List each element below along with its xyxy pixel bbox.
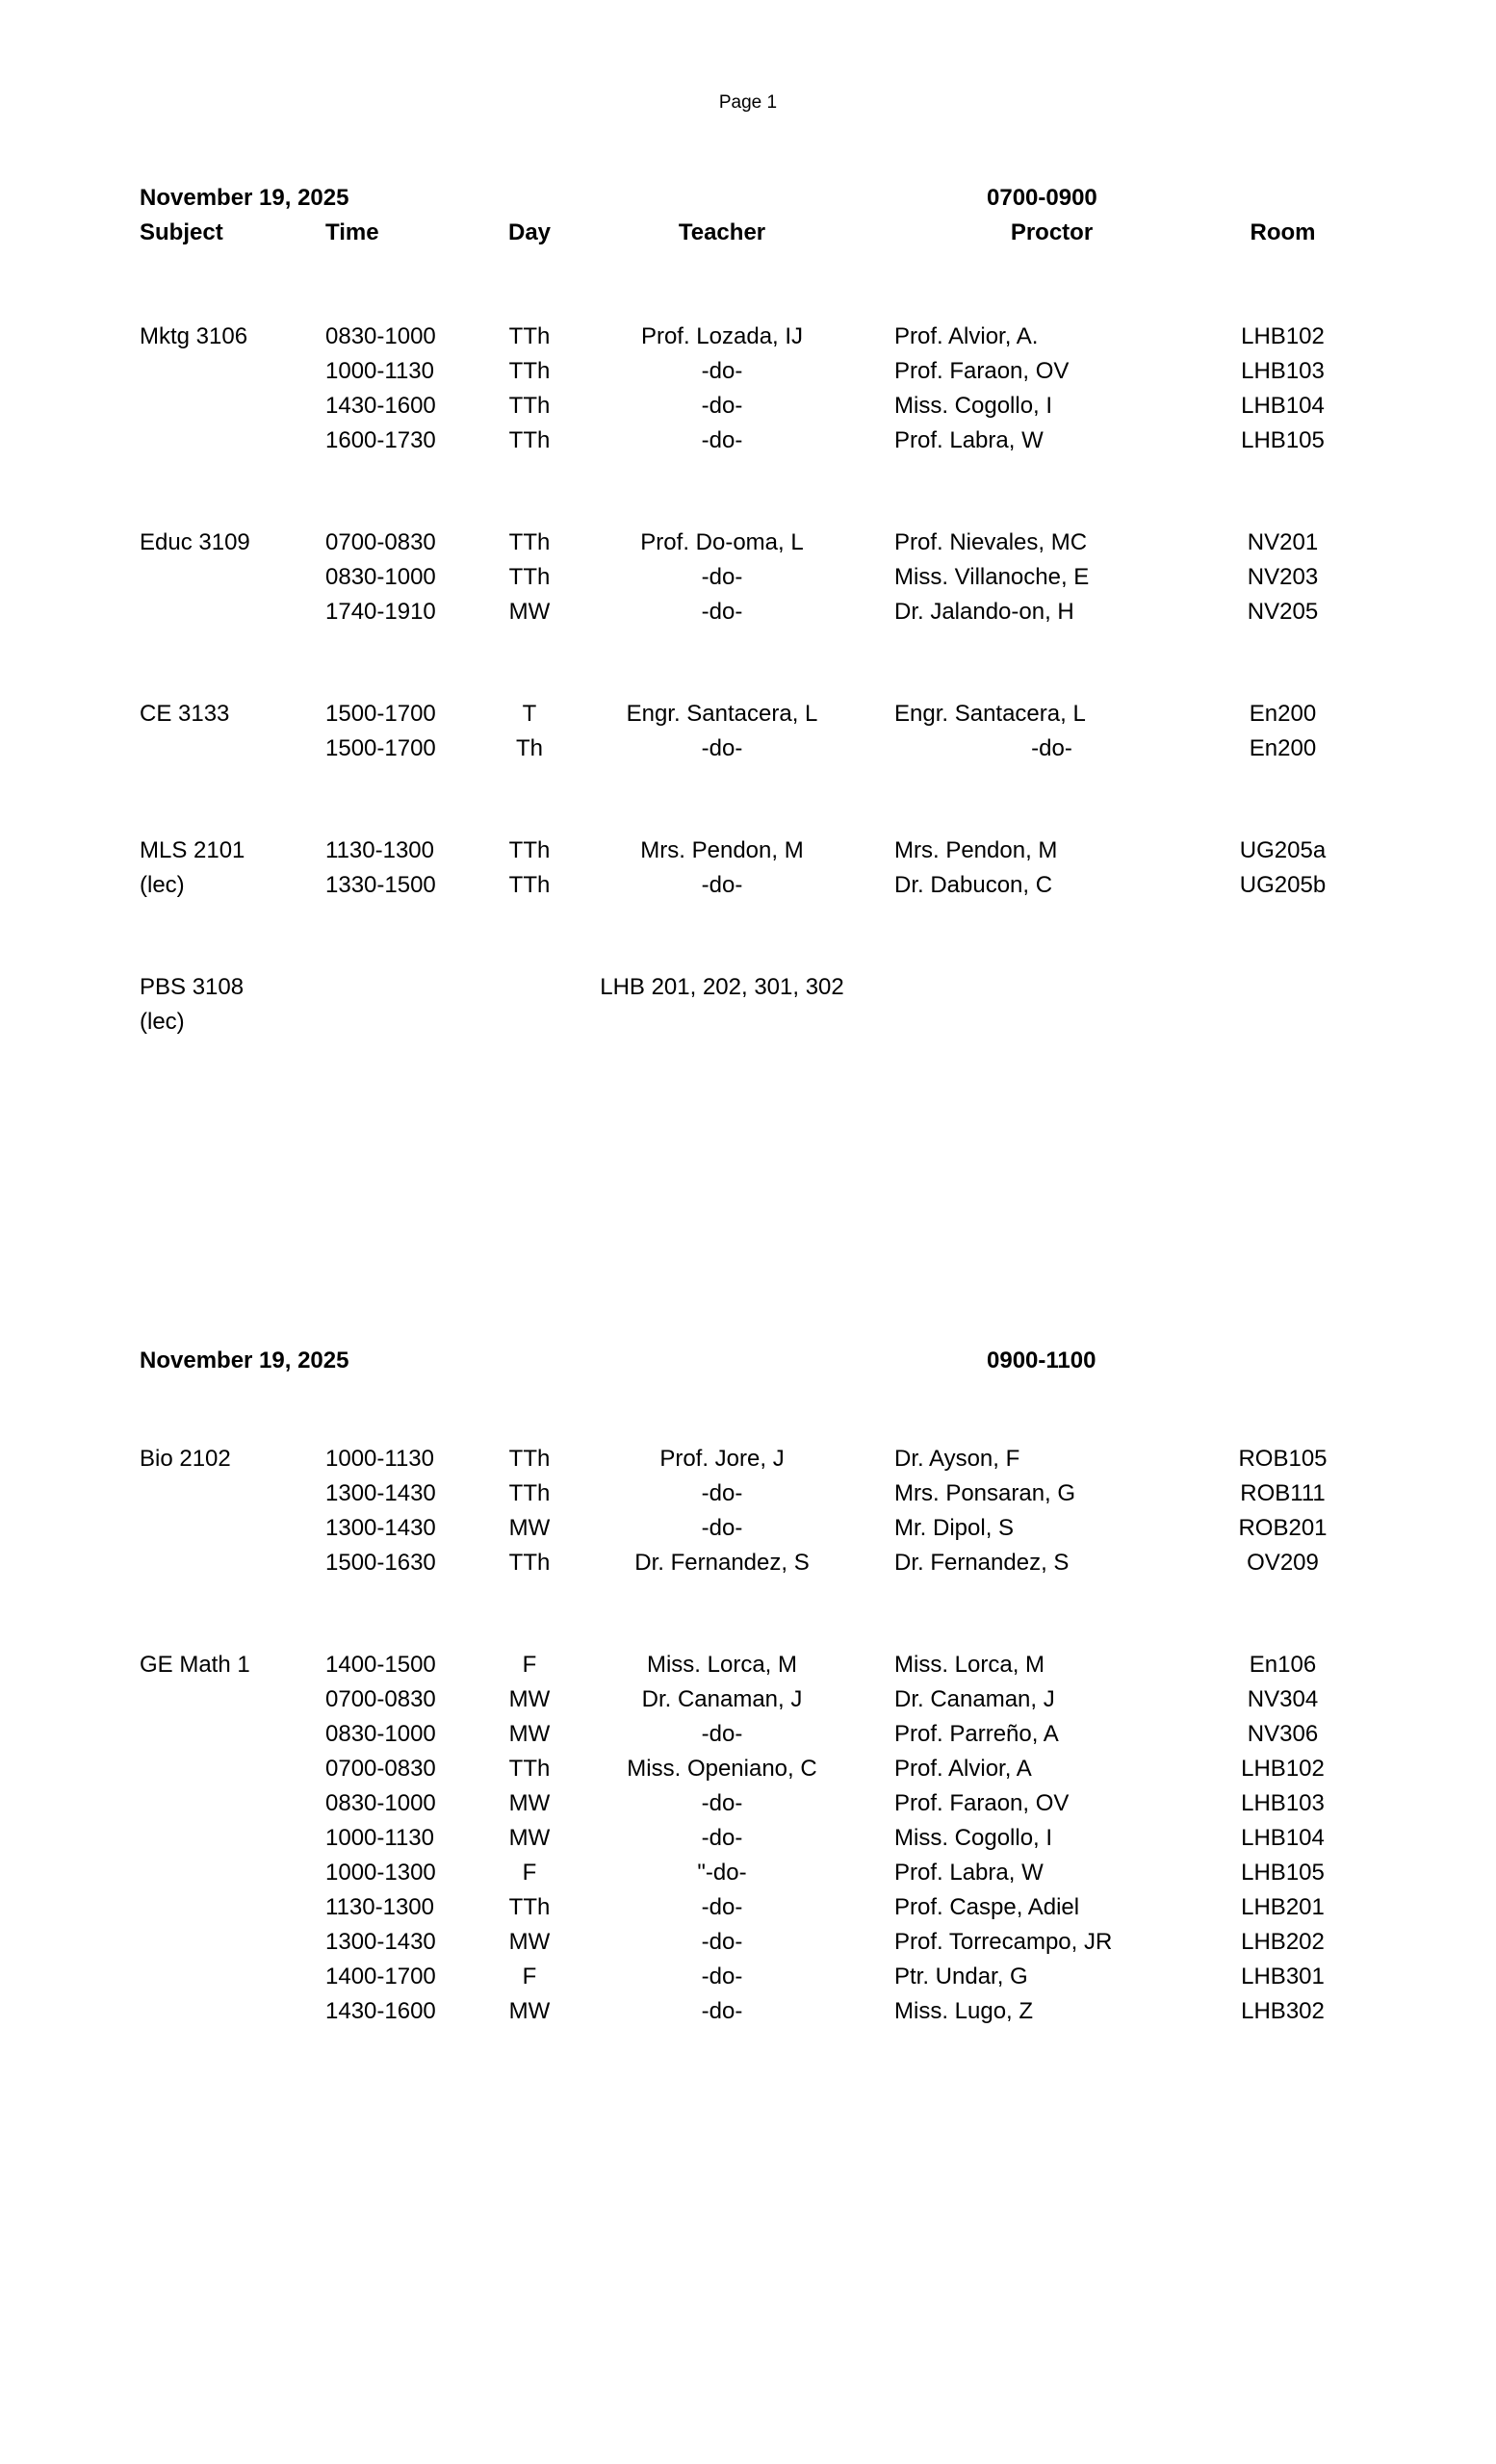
cell-room: LHB302 [1241,1998,1325,2024]
schedule-row [140,1476,1372,1511]
cell-teacher: -do- [701,1825,743,1851]
cell-time: 1500-1700 [325,701,436,727]
cell-room: En200 [1249,735,1317,761]
cell-teacher: -do- [701,1790,743,1816]
section-groups [140,1442,1372,2029]
course-group-table [140,1442,1372,1580]
section-date: November 19, 2025 [140,185,349,211]
cell-time: 1000-1300 [325,1860,436,1886]
cell-proctor: Prof. Parreño, A [894,1721,1059,1747]
cell-room: OV209 [1247,1550,1319,1576]
cell-subject [140,1682,322,1717]
cell-day: TTh [508,837,551,863]
schedule-row [140,424,1372,458]
cell-day: MW [508,599,551,625]
schedule-row [140,1994,1372,2029]
cell-proctor: Prof. Labra, W [894,1860,1044,1886]
cell-time [322,970,457,1005]
cell-time: 1400-1500 [325,1652,436,1678]
cell-proctor [871,1005,1194,1040]
cell-proctor: Prof. Faraon, OV [894,1790,1070,1816]
cell-day: TTh [508,358,551,384]
section-groups [140,320,1372,1040]
cell-proctor: Prof. Caspe, Adiel [894,1894,1080,1920]
cell-day: T [522,701,537,727]
cell-teacher: -do- [701,599,743,625]
schedule-row [140,1717,1372,1752]
cell-room: En106 [1249,1652,1317,1678]
column-header-day: Day [507,219,552,245]
cell-room: ROB105 [1238,1446,1328,1472]
schedule-row [140,1546,1372,1580]
cell-day: TTh [508,564,551,590]
cell-teacher: -do- [701,1998,743,2024]
schedule-row [140,1890,1372,1925]
cell-room: LHB105 [1241,427,1325,453]
page-number: Page 1 [718,92,778,113]
cell-room: NV203 [1247,564,1319,590]
column-header-teacher: Teacher [678,219,766,245]
cell-teacher: Prof. Lozada, IJ [640,323,804,349]
cell-day: TTh [508,1480,551,1506]
cell-proctor: Mr. Dipol, S [894,1515,1015,1541]
cell-subject: CE 3133 [140,701,230,727]
column-header-row [140,216,1372,250]
schedule-row [140,697,1372,732]
cell-teacher: -do- [701,1515,743,1541]
cell-day: MW [508,1825,551,1851]
schedule-row [140,320,1372,354]
cell-room: UG205b [1239,872,1327,898]
cell-time: 1000-1130 [325,358,434,384]
cell-room: ROB201 [1238,1515,1328,1541]
cell-subject [140,1717,322,1752]
cell-proctor: Prof. Alvior, A [894,1756,1032,1782]
cell-subject: MLS 2101 [140,837,245,863]
section-date: November 19, 2025 [140,1348,349,1373]
cell-teacher: "-do- [697,1860,747,1886]
course-group-table [140,320,1372,458]
cell-subject [140,1856,322,1890]
schedule-row [140,389,1372,424]
cell-time: 0700-0830 [325,529,436,555]
column-header-table [140,216,1372,250]
cell-room: LHB103 [1241,1790,1325,1816]
cell-subject [140,1821,322,1856]
cell-teacher: -do- [701,1480,743,1506]
column-header-subject: Subject [140,219,223,245]
cell-teacher: -do- [701,564,743,590]
cell-teacher: Dr. Canaman, J [641,1686,803,1712]
cell-subject: Bio 2102 [140,1446,231,1472]
cell-teacher: Miss. Lorca, M [646,1652,798,1678]
cell-time: 1500-1700 [325,735,436,761]
cell-subject: Educ 3109 [140,529,250,555]
section-time-slot: 0900-1100 [987,1348,1096,1373]
cell-subject [140,560,322,595]
cell-time [322,1005,457,1040]
cell-time: 1400-1700 [325,1964,436,1989]
cell-teacher [573,1005,871,1040]
cell-proctor: Miss. Cogollo, I [894,393,1053,419]
column-header-room: Room [1250,219,1316,245]
cell-subject [140,732,322,766]
schedule-section [140,181,1372,1040]
cell-time: 1330-1500 [325,872,436,898]
schedule-row [140,1752,1372,1786]
cell-subject [140,1546,322,1580]
cell-room: LHB104 [1241,1825,1325,1851]
cell-teacher: -do- [701,393,743,419]
cell-room [1194,1005,1372,1040]
cell-proctor: Dr. Fernandez, S [894,1550,1070,1576]
cell-subject [140,424,322,458]
cell-subject [140,1960,322,1994]
cell-room: LHB104 [1241,393,1325,419]
cell-time: 1130-1300 [325,837,434,863]
cell-proctor: Mrs. Ponsaran, G [894,1480,1076,1506]
cell-day: MW [508,1998,551,2024]
cell-room: LHB102 [1241,323,1325,349]
section-time-slot: 0700-0900 [987,185,1097,211]
schedule-row [140,1442,1372,1476]
cell-teacher: -do- [701,1894,743,1920]
schedule-row [140,354,1372,389]
cell-subject: (lec) [140,1009,185,1035]
schedule-row [140,868,1372,903]
cell-room: LHB102 [1241,1756,1325,1782]
cell-time: 1000-1130 [325,1446,434,1472]
schedule-row [140,1960,1372,1994]
cell-room: NV304 [1247,1686,1319,1712]
cell-subject [140,1752,322,1786]
cell-day: TTh [508,872,551,898]
cell-proctor: Dr. Canaman, J [894,1686,1055,1712]
cell-teacher: -do- [701,427,743,453]
schedule-row [140,1821,1372,1856]
cell-day: MW [508,1721,551,1747]
cell-room: NV205 [1247,599,1319,625]
cell-teacher: Miss. Openiano, C [627,1756,817,1782]
course-group-table [140,970,1372,1040]
cell-proctor: Mrs. Pendon, M [894,837,1058,863]
cell-room: LHB105 [1241,1860,1325,1886]
cell-time: 1130-1300 [325,1894,434,1920]
cell-teacher: -do- [701,1964,743,1989]
cell-time: 1000-1130 [325,1825,434,1851]
cell-teacher: Prof. Do-oma, L [640,529,804,555]
cell-subject [140,595,322,629]
cell-day: TTh [508,1894,551,1920]
schedule-row [140,834,1372,868]
cell-time: 1300-1430 [325,1480,436,1506]
cell-proctor: Dr. Dabucon, C [894,872,1053,898]
cell-subject [140,1476,322,1511]
cell-proctor: Miss. Villanoche, E [894,564,1090,590]
page-content [140,181,1372,2029]
cell-proctor: Miss. Lugo, Z [894,1998,1034,2024]
cell-day: F [522,1860,537,1886]
schedule-row [140,970,1372,1005]
course-group-table [140,1648,1372,2029]
cell-subject: PBS 3108 [140,974,245,1000]
schedule-row [140,560,1372,595]
cell-room: UG205a [1239,837,1327,863]
schedule-row [140,1856,1372,1890]
cell-teacher: -do- [701,735,743,761]
cell-day: TTh [508,529,551,555]
cell-room: En200 [1249,701,1317,727]
cell-day [457,1005,573,1040]
cell-proctor: -do- [1031,735,1072,761]
cell-day: TTh [508,427,551,453]
cell-teacher: LHB 201, 202, 301, 302 [600,974,844,1000]
schedule-row [140,1925,1372,1960]
cell-subject [140,389,322,424]
cell-day: F [522,1652,537,1678]
schedule-row [140,1005,1372,1040]
column-header-time: Time [325,219,379,245]
schedule-row [140,732,1372,766]
cell-proctor: Prof. Nievales, MC [894,529,1088,555]
cell-day: TTh [508,1550,551,1576]
cell-day: Th [515,735,543,761]
cell-proctor: Miss. Cogollo, I [894,1825,1053,1851]
cell-proctor: Dr. Jalando-on, H [894,599,1074,625]
section-header [140,1344,1372,1378]
schedule-row [140,1511,1372,1546]
cell-teacher: -do- [701,1721,743,1747]
cell-subject [140,1511,322,1546]
cell-teacher: Engr. Santacera, L [626,701,818,727]
schedule-row [140,595,1372,629]
cell-proctor: Engr. Santacera, L [894,701,1086,727]
cell-time: 0830-1000 [325,323,436,349]
course-group-table [140,697,1372,766]
cell-day [457,970,573,1005]
cell-room: LHB301 [1241,1964,1325,1989]
course-group-table [140,526,1372,629]
cell-day: MW [508,1790,551,1816]
cell-room [1194,970,1372,1005]
cell-teacher: -do- [701,358,743,384]
cell-time: 1600-1730 [325,427,436,453]
cell-subject [140,1786,322,1821]
cell-proctor: Miss. Lorca, M [894,1652,1045,1678]
cell-subject: (lec) [140,872,185,898]
cell-teacher: -do- [701,872,743,898]
cell-time: 0830-1000 [325,1721,436,1747]
cell-day: MW [508,1929,551,1955]
cell-time: 0830-1000 [325,564,436,590]
cell-day: TTh [508,393,551,419]
cell-subject [140,354,322,389]
section-header [140,181,1372,216]
cell-day: F [522,1964,537,1989]
cell-room: NV306 [1247,1721,1319,1747]
cell-proctor: Ptr. Undar, G [894,1964,1028,1989]
column-header-proctor: Proctor [1010,219,1094,245]
schedule-row [140,1682,1372,1717]
cell-day: MW [508,1515,551,1541]
cell-time: 0830-1000 [325,1790,436,1816]
cell-time: 0700-0830 [325,1686,436,1712]
cell-room: LHB201 [1241,1894,1325,1920]
cell-time: 0700-0830 [325,1756,436,1782]
cell-proctor: Prof. Faraon, OV [894,358,1070,384]
cell-teacher: -do- [701,1929,743,1955]
cell-time: 1300-1430 [325,1515,436,1541]
cell-subject: GE Math 1 [140,1652,250,1678]
course-group-table [140,834,1372,903]
cell-room: NV201 [1247,529,1319,555]
schedule-row [140,1648,1372,1682]
cell-subject [140,1925,322,1960]
cell-day: TTh [508,1756,551,1782]
cell-day: MW [508,1686,551,1712]
cell-time: 1500-1630 [325,1550,436,1576]
cell-subject [140,1890,322,1925]
cell-proctor: Prof. Torrecampo, JR [894,1929,1113,1955]
cell-time: 1300-1430 [325,1929,436,1955]
cell-room: LHB202 [1241,1929,1325,1955]
cell-proctor: Prof. Alvior, A. [894,323,1039,349]
cell-time: 1430-1600 [325,393,436,419]
cell-teacher: Dr. Fernandez, S [634,1550,810,1576]
cell-teacher: Mrs. Pendon, M [640,837,804,863]
cell-proctor [871,970,1194,1005]
cell-time: 1740-1910 [325,599,436,625]
cell-time: 1430-1600 [325,1998,436,2024]
cell-proctor: Prof. Labra, W [894,427,1044,453]
cell-day: TTh [508,1446,551,1472]
schedule-section [140,1344,1372,2029]
cell-day: TTh [508,323,551,349]
cell-proctor: Dr. Ayson, F [894,1446,1020,1472]
cell-subject: Mktg 3106 [140,323,248,349]
cell-subject [140,1994,322,2029]
cell-room: LHB103 [1241,358,1325,384]
cell-teacher: Prof. Jore, J [659,1446,785,1472]
schedule-row [140,1786,1372,1821]
cell-room: ROB111 [1240,1480,1326,1506]
schedule-row [140,526,1372,560]
